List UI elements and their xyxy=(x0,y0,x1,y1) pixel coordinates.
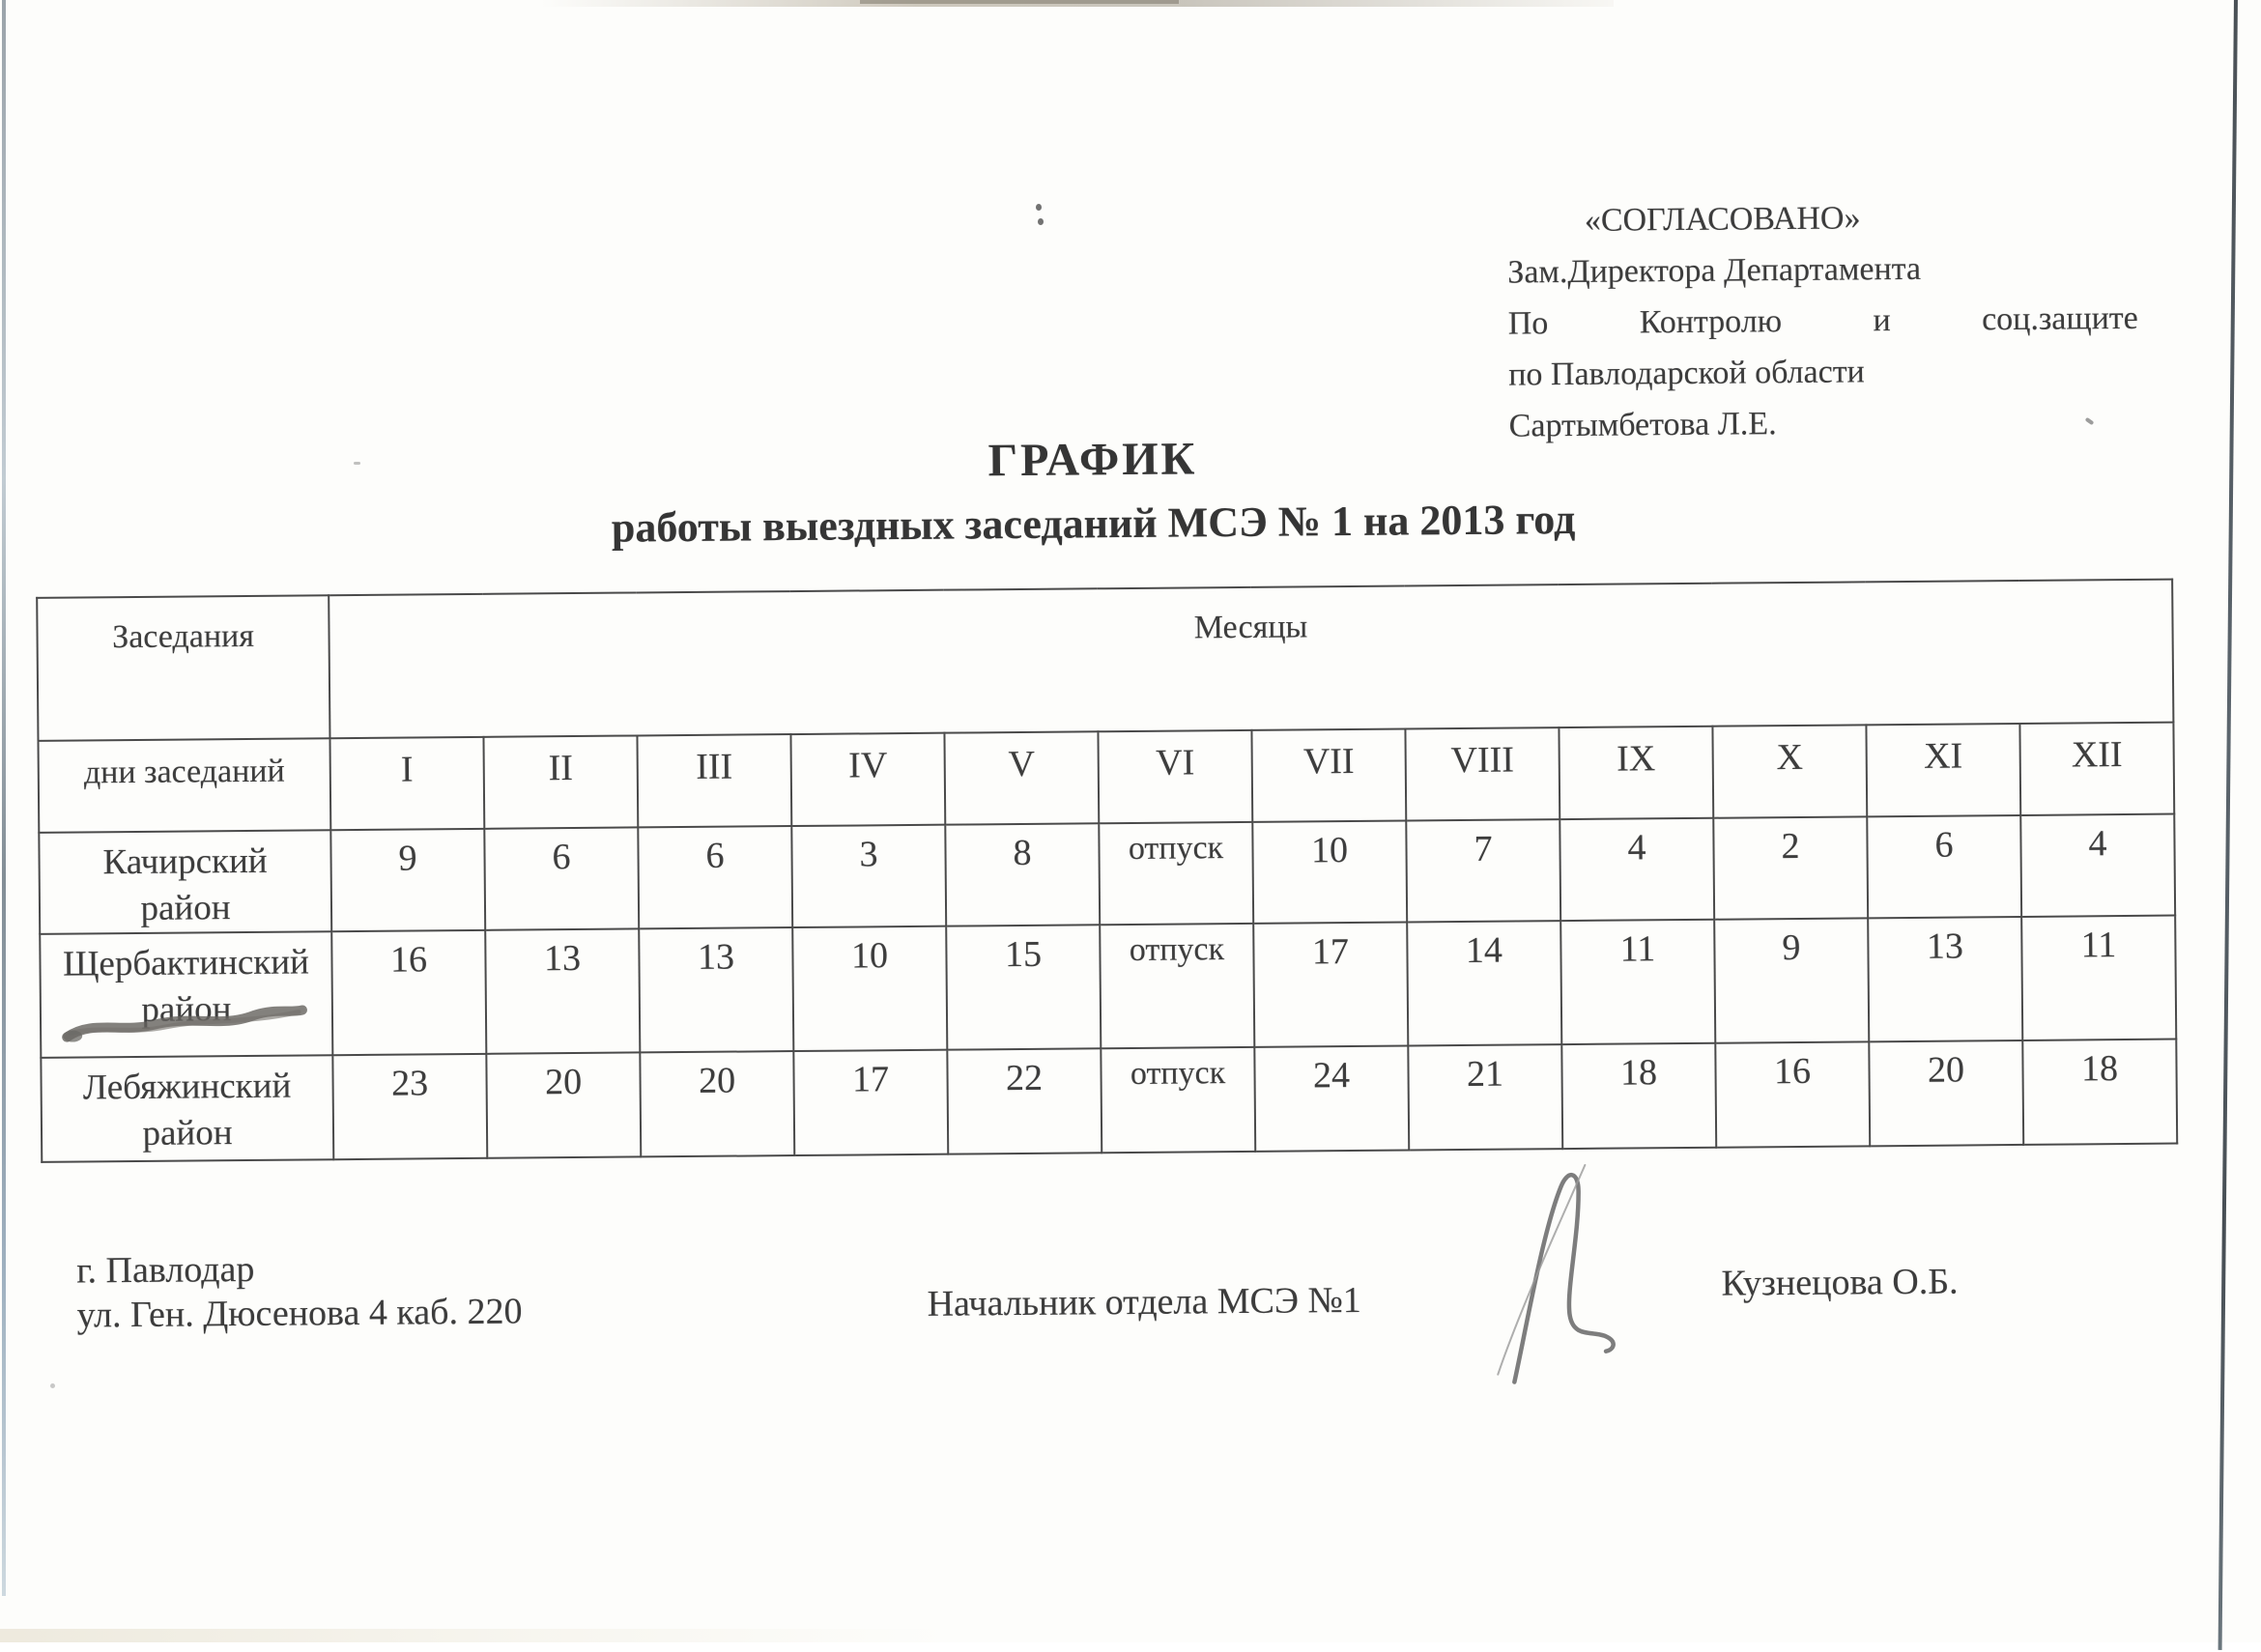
month-column-header: III xyxy=(637,734,791,827)
pen-underline-scribble xyxy=(61,1002,314,1048)
schedule-value-cell: 14 xyxy=(1407,921,1561,1045)
month-column-header: VI xyxy=(1098,730,1252,823)
district-name: Щербактинский xyxy=(62,942,310,984)
schedule-value-cell: 10 xyxy=(1252,821,1407,925)
approval-line-position: Зам.Директора Департамента xyxy=(1507,250,1922,291)
schedule-value-cell: 7 xyxy=(1406,819,1560,923)
schedule-value-cell: 20 xyxy=(486,1053,641,1158)
ink-speck xyxy=(1038,218,1044,225)
schedule-value-cell: 11 xyxy=(1560,920,1715,1044)
schedule-value-cell: 24 xyxy=(1254,1046,1409,1152)
document-subtitle: работы выездных заседаний МСЭ № 1 на 2013 год xyxy=(611,495,1576,552)
schedule-value-cell: отпуск xyxy=(1099,822,1253,926)
schedule-table xyxy=(36,579,2178,1163)
schedule-value-cell: 22 xyxy=(947,1048,1102,1154)
schedule-value-cell: 16 xyxy=(331,930,486,1055)
month-column-header: VII xyxy=(1251,729,1406,822)
month-column-header: XII xyxy=(2019,723,2174,815)
schedule-value-cell: отпуск xyxy=(1100,924,1254,1048)
schedule-value-cell: 6 xyxy=(1867,815,2021,919)
signature xyxy=(1469,1156,1678,1395)
table-row xyxy=(39,814,2175,934)
schedule-value-cell: 3 xyxy=(791,825,946,928)
schedule-value-cell: 9 xyxy=(1714,919,1869,1043)
scan-edge-left-artifact xyxy=(2,0,6,1596)
schedule-value-cell: 4 xyxy=(1560,818,1714,922)
schedule-value-cell: 17 xyxy=(793,1050,948,1155)
schedule-value-cell: 15 xyxy=(946,925,1101,1049)
district-name-cell xyxy=(41,1055,333,1162)
schedule-value-cell: 18 xyxy=(1561,1043,1716,1149)
schedule-value-cell: 6 xyxy=(484,827,639,930)
approval-signer-name: Сартымбетова Л.Е. xyxy=(1508,406,1777,444)
table-row xyxy=(41,1040,2177,1162)
month-column-header: VIII xyxy=(1405,727,1560,820)
schedule-value-cell: 23 xyxy=(332,1054,487,1159)
schedule-value-cell: 21 xyxy=(1408,1044,1562,1150)
schedule-value-cell: 17 xyxy=(1253,923,1408,1047)
district-name: Лебяжинский xyxy=(82,1066,292,1108)
ink-speck xyxy=(354,462,360,465)
approval-block xyxy=(1507,190,2139,452)
months-header-cell: Месяцы xyxy=(329,580,2173,739)
ink-speck xyxy=(50,1383,55,1388)
approval-word: Контролю xyxy=(1639,303,1783,341)
schedule-value-cell: 10 xyxy=(792,926,947,1051)
month-column-header: XI xyxy=(1866,724,2020,816)
scan-smudge-top-artifact xyxy=(860,0,1179,4)
district-name-line2: район xyxy=(142,1113,233,1154)
footer-city: г. Павлодар xyxy=(76,1248,255,1292)
schedule-value-cell: 13 xyxy=(485,929,640,1054)
schedule-value-cell: 18 xyxy=(2022,1040,2177,1145)
district-name-line2: район xyxy=(141,989,232,1031)
approval-word: По xyxy=(1507,305,1549,342)
approval-line-department xyxy=(1508,293,2138,350)
signer-name: Кузнецова О.Б. xyxy=(1721,1261,1959,1304)
schedule-value-cell: 13 xyxy=(639,927,793,1052)
schedule-value-cell: 6 xyxy=(638,826,792,929)
schedule-value-cell: 20 xyxy=(640,1051,794,1156)
approval-stamp: «СОГЛАСОВАНО» xyxy=(1584,200,1861,239)
ink-speck xyxy=(1036,204,1042,211)
corner-header-cell: Заседания xyxy=(37,595,329,741)
signer-title: Начальник отдела МСЭ №1 xyxy=(927,1279,1361,1324)
days-row-header-cell: дни заседаний xyxy=(38,738,330,833)
schedule-value-cell: 20 xyxy=(1869,1040,2023,1146)
document-title: ГРАФИК xyxy=(987,433,1198,487)
schedule-value-cell: отпуск xyxy=(1101,1047,1255,1153)
approval-line-region: по Павлодарской области xyxy=(1508,354,1865,393)
scan-smudge-bottom-artifact xyxy=(0,1629,947,1642)
approval-word: соц.защите xyxy=(1981,299,2138,338)
district-name: Качирский xyxy=(102,840,268,883)
month-column-header: V xyxy=(944,731,1099,824)
schedule-value-cell: 11 xyxy=(2021,916,2176,1040)
approval-word: и xyxy=(1873,302,1891,339)
schedule-value-cell: 4 xyxy=(2020,814,2175,918)
month-column-header: IV xyxy=(790,733,945,826)
district-name-line2: район xyxy=(140,888,231,929)
month-column-header: X xyxy=(1712,725,1867,817)
schedule-value-cell: 16 xyxy=(1715,1042,1870,1148)
table-row xyxy=(40,916,2176,1058)
document-title-block xyxy=(0,423,2190,557)
schedule-value-cell: 13 xyxy=(1868,917,2022,1041)
footer-address: ул. Ген. Дюсенова 4 каб. 220 xyxy=(76,1291,523,1336)
schedule-value-cell: 2 xyxy=(1713,816,1868,920)
schedule-table-wrap xyxy=(36,579,2178,1163)
schedule-value-cell: 9 xyxy=(330,829,485,932)
month-column-header: IX xyxy=(1559,726,1713,819)
district-name-cell xyxy=(39,830,331,934)
schedule-value-cell: 8 xyxy=(945,823,1100,926)
month-column-header: II xyxy=(483,735,638,828)
month-column-header: I xyxy=(329,737,484,830)
